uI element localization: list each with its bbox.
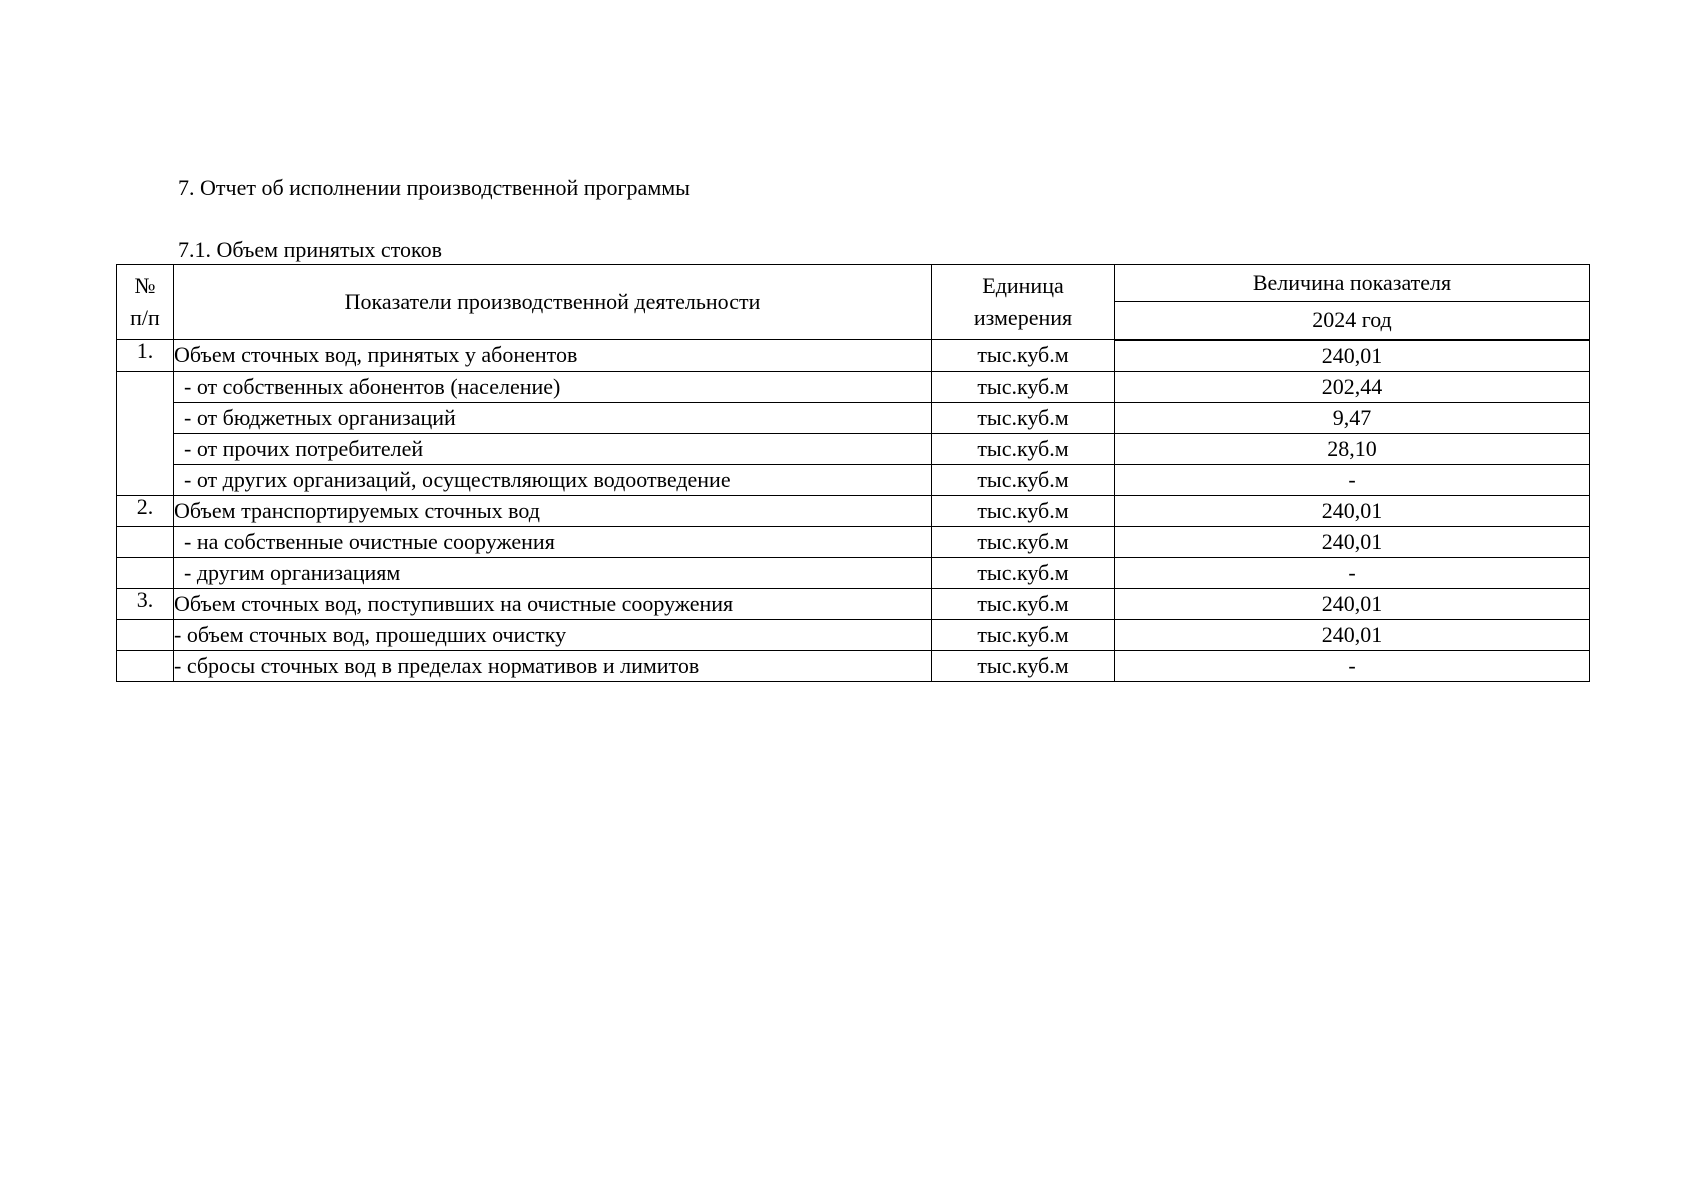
row-unit: тыс.куб.м [932, 402, 1115, 433]
header-number-line1: № [134, 273, 156, 298]
table-row [117, 340, 1590, 372]
row-indicator: Объем сточных вод, принятых у абонентов [174, 340, 932, 372]
row-value: - [1115, 650, 1590, 681]
row-value: 240,01 [1115, 619, 1590, 650]
row-unit: тыс.куб.м [932, 495, 1115, 526]
row-indicator: - от других организаций, осуществляющих водоотведение [174, 464, 932, 495]
table-row [117, 526, 1590, 557]
row-indicator: - сбросы сточных вод в пределах нормативов и лимитов [174, 650, 932, 681]
row-unit: тыс.куб.м [932, 650, 1115, 681]
row-number [117, 619, 174, 650]
table-row [117, 371, 1590, 402]
table-row [117, 588, 1590, 619]
subsection-title: 7.1. Объем принятых стоков [178, 237, 442, 262]
row-indicator: - от прочих потребителей [174, 433, 932, 464]
row-indicator: Объем сточных вод, поступивших на очистные сооружения [174, 588, 932, 619]
header-unit [932, 265, 1115, 340]
row-value: 202,44 [1115, 371, 1590, 402]
production-report-table [116, 264, 1590, 682]
row-indicator: - другим организациям [174, 557, 932, 588]
row-unit: тыс.куб.м [932, 433, 1115, 464]
row-unit: тыс.куб.м [932, 340, 1115, 372]
header-number [117, 265, 174, 340]
row-unit: тыс.куб.м [932, 526, 1115, 557]
row-value: 240,01 [1115, 340, 1590, 372]
row-value: - [1115, 464, 1590, 495]
table-row [117, 433, 1590, 464]
table-row [117, 402, 1590, 433]
row-unit: тыс.куб.м [932, 619, 1115, 650]
row-unit: тыс.куб.м [932, 557, 1115, 588]
row-number-group [117, 371, 174, 495]
row-value: 28,10 [1115, 433, 1590, 464]
row-unit: тыс.куб.м [932, 371, 1115, 402]
row-value: 240,01 [1115, 526, 1590, 557]
row-number: 1. [117, 340, 174, 372]
row-number: 2. [117, 495, 174, 526]
table-row [117, 619, 1590, 650]
header-unit-line2: измерения [973, 305, 1073, 330]
row-indicator: - от собственных абонентов (население) [174, 371, 932, 402]
row-unit: тыс.куб.м [932, 588, 1115, 619]
header-indicator: Показатели производственной деятельности [174, 265, 932, 340]
row-number: 3. [117, 588, 174, 619]
row-indicator: - на собственные очистные сооружения [174, 526, 932, 557]
table-row [117, 557, 1590, 588]
table-row [117, 495, 1590, 526]
row-number [117, 557, 174, 588]
section-title: 7. Отчет об исполнении производственной программы [178, 175, 690, 200]
row-indicator: - объем сточных вод, прошедших очистку [174, 619, 932, 650]
table-row [117, 464, 1590, 495]
header-year: 2024 год [1115, 302, 1590, 340]
header-unit-line1: Единица [982, 273, 1064, 298]
table-row [117, 650, 1590, 681]
row-indicator: - от бюджетных организаций [174, 402, 932, 433]
row-number [117, 526, 174, 557]
row-number [117, 650, 174, 681]
row-value: 240,01 [1115, 588, 1590, 619]
header-number-line2: п/п [130, 305, 160, 330]
row-value: - [1115, 557, 1590, 588]
row-unit: тыс.куб.м [932, 464, 1115, 495]
row-value: 240,01 [1115, 495, 1590, 526]
row-value: 9,47 [1115, 402, 1590, 433]
header-value-group: Величина показателя [1115, 265, 1590, 302]
row-indicator: Объем транспортируемых сточных вод [174, 495, 932, 526]
